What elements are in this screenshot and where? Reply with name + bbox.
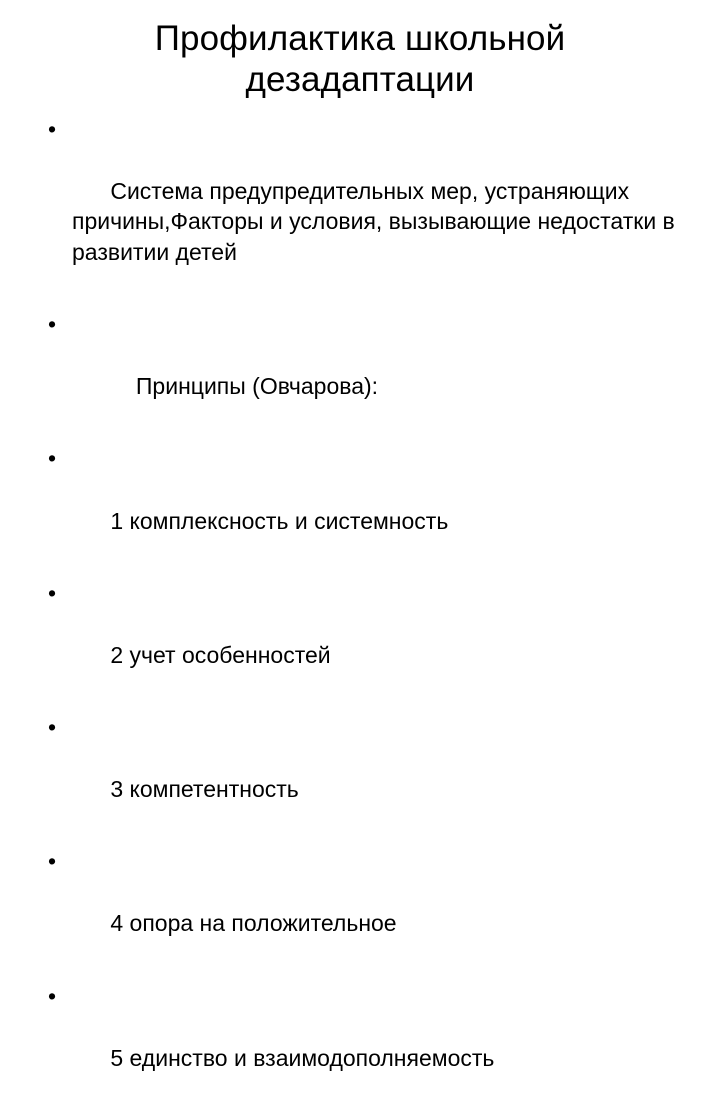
list-item-text: Система предупредительных мер, устраняющих причины,Факторы и условия, вызывающие недостатки в развитии детей xyxy=(72,177,682,265)
list-item xyxy=(44,847,680,969)
bullet-icon: • xyxy=(48,982,57,1009)
list-item xyxy=(44,982,680,1104)
list-item xyxy=(44,115,680,298)
page-title: Профилактика школьной дезадаптации xyxy=(154,19,566,100)
list-item-text: 3 компетентность xyxy=(110,776,299,803)
list-item-text: 1 комплексность и системность xyxy=(110,507,449,534)
bullet-icon: • xyxy=(48,115,57,142)
bullet-icon: • xyxy=(48,311,57,338)
list-item xyxy=(44,713,680,835)
list-item xyxy=(44,310,680,432)
list-item xyxy=(44,444,680,566)
list-item xyxy=(44,579,680,701)
list-item-text: 4 опора на положительное xyxy=(110,910,397,937)
bullet-list xyxy=(0,115,720,1104)
bullet-icon: • xyxy=(48,579,57,606)
list-item-text: Принципы (Овчарова): xyxy=(110,373,379,400)
list-item-text: 2 учет особенностей xyxy=(110,641,331,668)
bullet-icon: • xyxy=(48,848,57,875)
list-item-text: 5 единство и взаимодополняемость xyxy=(110,1044,495,1071)
bullet-icon: • xyxy=(48,714,57,740)
bullet-icon: • xyxy=(48,445,57,472)
